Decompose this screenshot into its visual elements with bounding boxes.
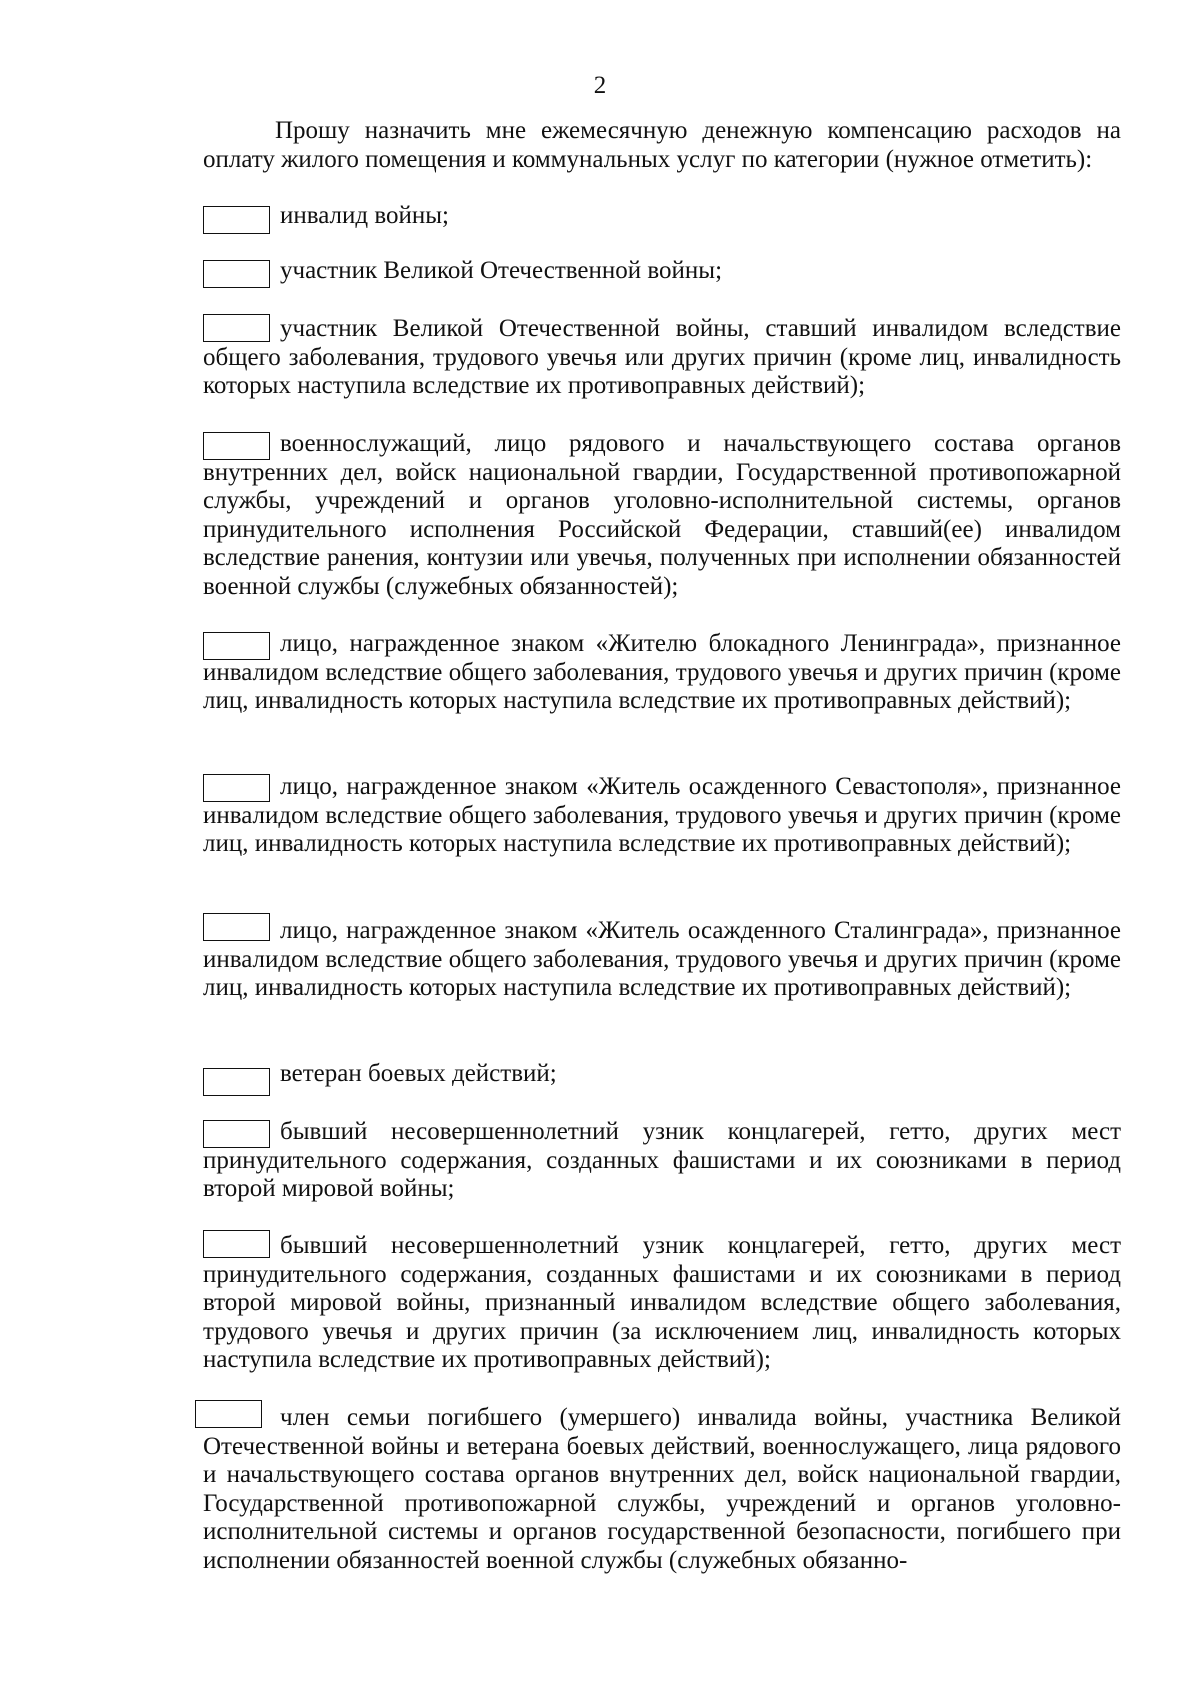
option-minor-prisoner-invalid: бывший несовершеннолетний узник концлагерей, гетто, других мест принудительного содержания, созданных фашистами и их союзниками в период второй мировой войны, признанный инвалидом вследствие общего заболевания, трудового увечья и других причин (за исключением лиц, инвалидность которых наступила вследствие их противоправных действий); xyxy=(203,1232,1121,1373)
option-wwii-participant-invalid: участник Великой Отечественной войны, ставший инвалидом вследствие общего заболевания, трудового увечья или других причин (кроме лиц, инвалидность которых наступила вследствие их противоправных действий); xyxy=(203,315,1121,399)
intro-paragraph: Прошу назначить мне ежемесячную денежную компенсацию расходов на оплату жилого помещения и коммунальных услуг по категории (нужное отметить): xyxy=(203,117,1121,173)
option-leningrad-resident: лицо, награжденное знаком «Жителю блокадного Ленинграда», признанное инвалидом вследствие общего заболевания, трудового увечья и других причин (кроме лиц, инвалидность которых наступила вследствие их противоправных действий); xyxy=(203,630,1121,714)
option-combat-veteran: ветеран боевых действий; xyxy=(280,1060,557,1087)
page-number: 2 xyxy=(593,72,607,99)
option-minor-prisoner: бывший несовершеннолетний узник концлагерей, гетто, других мест принудительного содержания, созданных фашистами и их союзниками в период второй мировой войны; xyxy=(203,1118,1121,1202)
option-serviceman-invalid: военнослужащий, лицо рядового и начальствующего состава органов внутренних дел, войск национальной гвардии, Государственной противопожарной службы, учреждений и органов уголовно-исполнительной системы, органов принудительного исполнения Российской Федерации, ставший(ее) инвалидом вследствие ранения, контузии или увечья, полученных при исполнении обязанностей военной службы (служебных обязанностей); xyxy=(203,430,1121,600)
option-wwii-participant: участник Великой Отечественной войны; xyxy=(280,257,723,284)
option-family-member: член семьи погибшего (умершего) инвалида войны, участника Великой Отечественной войны и ветерана боевых действий, военнослужащего, лица рядового и начальствующего состава органов внутренних дел, войск национальной гвардии, Государственной противопожарной службы, учреждений и органов уголовно-исполнительной системы и органов государственной безопасности, погибшего при исполнении обязанностей военной службы (служебных обязанно- xyxy=(203,1404,1121,1574)
option-stalingrad-resident: лицо, награжденное знаком «Житель осажденного Сталинграда», признанное инвалидом вследствие общего заболевания, трудового увечья и других причин (кроме лиц, инвалидность которых наступила вследствие их противоправных действий); xyxy=(203,917,1121,1001)
option-sevastopol-resident: лицо, награжденное знаком «Житель осажденного Севастополя», признанное инвалидом вследствие общего заболевания, трудового увечья и других причин (кроме лиц, инвалидность которых наступила вследствие их противоправных действий); xyxy=(203,773,1121,857)
option-war-invalid: инвалид войны; xyxy=(280,202,450,229)
